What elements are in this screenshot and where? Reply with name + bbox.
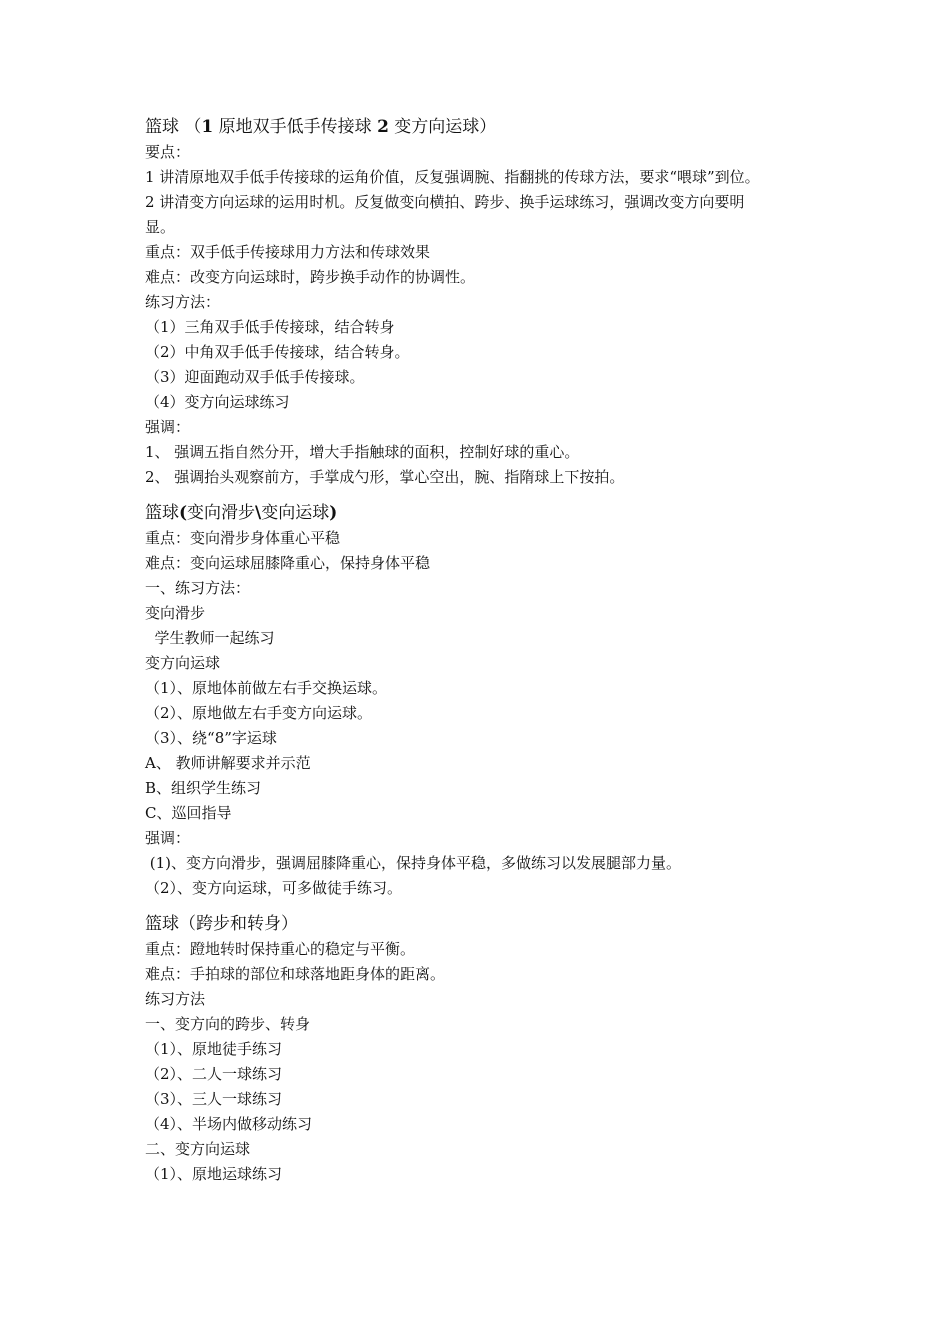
text-line: 难点：变向运球屈膝降重心，保持身体平稳 — [145, 554, 431, 572]
text-line: 二、变方向运球 — [145, 1140, 251, 1158]
text-line: 变向滑步 — [145, 604, 206, 622]
text-line: 1、 强调五指自然分开，增大手指触球的面积，控制好球的重心。 — [145, 443, 580, 461]
text-line: 显。 — [145, 218, 176, 236]
text-line: （4）、半场内做移动练习 — [145, 1115, 313, 1133]
title-number: 2 — [377, 117, 389, 137]
text-line: （2）、变方向运球，可多做徒手练习。 — [145, 879, 403, 897]
text-line: （1）三角双手低手传接球，结合转身 — [145, 318, 395, 336]
text-line: （1）、原地徒手练习 — [145, 1040, 283, 1058]
text-line: (1)、变方向滑步，强调屈膝降重心，保持身体平稳，多做练习以发展腿部力量。 — [145, 854, 682, 872]
text-line: A、 教师讲解要求并示范 — [145, 754, 311, 772]
text-line: 2 讲清变方向运球的运用时机。反复做变向横拍、跨步、换手运球练习，强调改变方向要明 — [145, 193, 745, 211]
title-text: 变向运球 — [261, 503, 330, 523]
document-page — [145, 114, 825, 1187]
text-line: 2、 强调抬头观察前方，手掌成勺形，掌心空出，腕、指隋球上下按拍。 — [145, 468, 625, 486]
title-text: 篮球 — [145, 503, 179, 523]
section-2-title — [145, 500, 825, 526]
text-line: 重点：双手低手传接球用力方法和传球效果 — [145, 243, 431, 261]
title-number: 1 — [201, 117, 214, 137]
text-line: 重点：变向滑步身体重心平稳 — [145, 529, 341, 547]
text-line: 练习方法： — [145, 293, 221, 311]
text-line: 难点：手拍球的部位和球落地距身体的距离。 — [145, 965, 446, 983]
title-text: 原地双手低手传接球 — [213, 117, 378, 137]
text-line: （1）、原地体前做左右手交换运球。 — [145, 679, 388, 697]
section-3-title: 篮球（跨步和转身） — [145, 914, 298, 934]
text-line: 难点：改变方向运球时，跨步换手动作的协调性。 — [145, 268, 476, 286]
title-text: 篮球 （ — [145, 117, 202, 137]
section-gap — [145, 901, 825, 911]
text-line: 变方向运球 — [145, 654, 221, 672]
text-line: （2）、二人一球练习 — [145, 1065, 283, 1083]
text-line: C、巡回指导 — [145, 804, 232, 822]
text-line: （3）迎面跑动双手低手传接球。 — [145, 368, 365, 386]
text-line: 一、变方向的跨步、转身 — [145, 1015, 311, 1033]
text-line: B、组织学生练习 — [145, 779, 262, 797]
title-text: 变方向运球） — [388, 117, 497, 137]
text-line: （3）、绕“8”字运球 — [145, 729, 277, 747]
text-line: 学生教师一起练习 — [145, 629, 275, 647]
text-line: 1 讲清原地双手低手传接球的运角价值，反复强调腕、指翻挑的传球方法，要求“喂球”到位。 — [145, 168, 760, 186]
text-line: （1）、原地运球练习 — [145, 1165, 283, 1183]
title-symbol: \ — [255, 503, 262, 523]
section-1-title — [145, 114, 825, 140]
text-line: 练习方法 — [145, 990, 206, 1008]
title-text: 变向滑步 — [187, 503, 256, 523]
section-gap — [145, 490, 825, 500]
text-line: 重点：蹬地转时保持重心的稳定与平衡。 — [145, 940, 416, 958]
text-line: （2）中角双手低手传接球，结合转身。 — [145, 343, 410, 361]
text-line: （3）、三人一球练习 — [145, 1090, 283, 1108]
text-line: （2）、原地做左右手变方向运球。 — [145, 704, 373, 722]
text-line: 要点： — [145, 143, 191, 161]
text-line: 强调： — [145, 829, 191, 847]
text-line: 一、练习方法： — [145, 579, 251, 597]
text-line: 强调： — [145, 418, 191, 436]
title-symbol: ) — [329, 503, 338, 523]
title-symbol: ( — [179, 503, 188, 523]
text-line: （4）变方向运球练习 — [145, 393, 290, 411]
